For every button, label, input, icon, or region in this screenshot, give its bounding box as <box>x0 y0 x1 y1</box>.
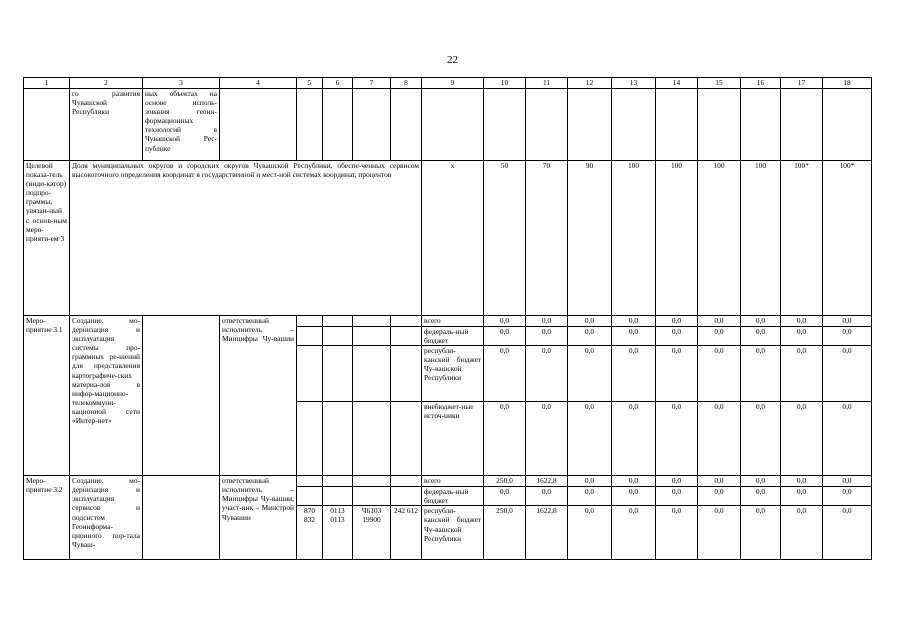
indicator-value: 100* <box>823 161 872 316</box>
funding-source: всего <box>422 476 484 487</box>
funding-value: 0,0 <box>698 487 741 506</box>
funding-value: 0,0 <box>484 402 526 476</box>
code-rz <box>323 476 353 487</box>
header-col-17: 17 <box>781 78 823 89</box>
funding-value: 0,0 <box>823 476 872 487</box>
header-col-15: 15 <box>698 78 741 89</box>
funding-value: 0,0 <box>741 346 781 402</box>
funding-value: 0,0 <box>656 487 698 506</box>
indicator-value: 100 <box>656 161 698 316</box>
header-col-16: 16 <box>741 78 781 89</box>
code-rz <box>323 402 353 476</box>
funding-value: 0,0 <box>612 487 656 506</box>
funding-source: республи-канский бюджет Чу-вашской Республики <box>422 506 484 560</box>
funding-value: 0,0 <box>698 506 741 560</box>
funding-source: федераль-ный бюджет <box>422 327 484 346</box>
funding-value: 0,0 <box>823 346 872 402</box>
code-grbs <box>297 327 323 346</box>
funding-value: 0,0 <box>656 476 698 487</box>
indicator-row <box>24 161 872 316</box>
funding-value: 1622,8 <box>526 506 568 560</box>
funding-value: 1622,8 <box>526 476 568 487</box>
code-vr <box>391 487 422 506</box>
funding-value: 0,0 <box>568 476 612 487</box>
funding-value: 0,0 <box>526 487 568 506</box>
funding-value: 250,0 <box>484 476 526 487</box>
header-col-3: 3 <box>143 78 220 89</box>
header-col-6: 6 <box>323 78 353 89</box>
header-col-13: 13 <box>612 78 656 89</box>
indicator-value: 100 <box>741 161 781 316</box>
measure-name: Создание, мо-дернизация и эксплуатация сервисов и подсистем Геоинформа-ционного пор-тала Чуваш- <box>70 476 143 560</box>
code-vr <box>391 316 422 327</box>
measure-label: Меро-приятие 3.2 <box>24 476 70 560</box>
funding-value: 0,0 <box>484 316 526 327</box>
measure-row <box>24 476 872 487</box>
funding-value: 0,0 <box>612 327 656 346</box>
funding-value: 0,0 <box>698 316 741 327</box>
header-col-18: 18 <box>823 78 872 89</box>
funding-value: 0,0 <box>741 506 781 560</box>
code-vr <box>391 476 422 487</box>
code-csr <box>353 327 391 346</box>
funding-value: 0,0 <box>823 402 872 476</box>
funding-value: 0,0 <box>741 487 781 506</box>
indicator-value: 50 <box>484 161 526 316</box>
code-grbs: 870 832 <box>297 506 323 560</box>
funding-value: 0,0 <box>656 346 698 402</box>
funding-value: 0,0 <box>781 316 823 327</box>
code-rz: 0113 0113 <box>323 506 353 560</box>
funding-value: 0,0 <box>823 327 872 346</box>
measure-label: Меро-приятие 3.1 <box>24 316 70 476</box>
code-csr: Ч6103 19900 <box>353 506 391 560</box>
code-vr: 242 612 <box>391 506 422 560</box>
indicator-value: 90 <box>568 161 612 316</box>
funding-source: республи-канский бюджет Чу-вашской Республики <box>422 346 484 402</box>
header-col-2: 2 <box>70 78 143 89</box>
measure-executor: ответственный исполнитель – Минцифры Чу-вашии, участ-ник – Минстрой Чувашии <box>220 476 297 560</box>
funding-value: 0,0 <box>823 487 872 506</box>
measure-row <box>24 316 872 327</box>
header-col-11: 11 <box>526 78 568 89</box>
funding-value: 0,0 <box>698 402 741 476</box>
indicator-value: 70 <box>526 161 568 316</box>
indicator-value: 100 <box>612 161 656 316</box>
funding-value: 0,0 <box>823 316 872 327</box>
code-rz <box>323 316 353 327</box>
code-csr <box>353 346 391 402</box>
code-csr <box>353 476 391 487</box>
funding-value: 0,0 <box>568 506 612 560</box>
code-rz <box>323 327 353 346</box>
funding-value: 0,0 <box>568 402 612 476</box>
funding-value: 0,0 <box>568 346 612 402</box>
funding-source: федераль-ный бюджет <box>422 487 484 506</box>
header-col-14: 14 <box>656 78 698 89</box>
funding-value: 0,0 <box>568 487 612 506</box>
header-col-9: 9 <box>422 78 484 89</box>
funding-source: внебюджет-ные источ-ники <box>422 402 484 476</box>
header-col-5: 5 <box>297 78 323 89</box>
measure-col3 <box>143 476 220 560</box>
code-grbs <box>297 402 323 476</box>
funding-value: 0,0 <box>612 476 656 487</box>
funding-value: 0,0 <box>656 327 698 346</box>
funding-value: 0,0 <box>656 402 698 476</box>
funding-value: 0,0 <box>781 327 823 346</box>
measure-col3 <box>143 316 220 476</box>
funding-value: 0,0 <box>484 487 526 506</box>
funding-value: 0,0 <box>741 476 781 487</box>
indicator-value: 100 <box>698 161 741 316</box>
funding-value: 0,0 <box>484 327 526 346</box>
funding-value: 0,0 <box>698 476 741 487</box>
funding-value: 0,0 <box>698 346 741 402</box>
code-rz <box>323 346 353 402</box>
header-col-7: 7 <box>353 78 391 89</box>
funding-value: 0,0 <box>526 346 568 402</box>
header-col-10: 10 <box>484 78 526 89</box>
measure-name: Создание, мо-дернизация и эксплуатация системы про-граммных ре-шений для представления картографиче-ских материа-лов в инфор-мационно-телекоммуни-кационной сети «Интер-нет» <box>70 316 143 476</box>
indicator-value: 100* <box>781 161 823 316</box>
funding-source: всего <box>422 316 484 327</box>
measure-executor: ответственный исполнитель – Минцифры Чу-вашии <box>220 316 297 476</box>
table-body <box>24 78 872 560</box>
code-csr <box>353 316 391 327</box>
code-csr <box>353 487 391 506</box>
continuation-col3: ных объектах на основе исполь-зования геоин-формационных технологий в Чувашской Рес-публике <box>143 89 220 161</box>
code-vr <box>391 346 422 402</box>
funding-value: 0,0 <box>612 316 656 327</box>
funding-value: 0,0 <box>656 316 698 327</box>
funding-value: 0,0 <box>612 506 656 560</box>
header-col-8: 8 <box>391 78 422 89</box>
funding-value: 0,0 <box>781 346 823 402</box>
header-row <box>24 78 872 89</box>
code-rz <box>323 487 353 506</box>
page-number: 22 <box>447 54 458 66</box>
funding-value: 0,0 <box>741 402 781 476</box>
indicator-text: Доля муниципальных округов и городских округов Чувашской Республики, обеспе-ченных сервисом высокоточного определения координат в государственной и мест-ной системах координат, процентов <box>70 161 422 316</box>
code-csr <box>353 402 391 476</box>
funding-value: 0,0 <box>656 506 698 560</box>
continuation-col2: го развития Чувашской Республики <box>70 89 143 161</box>
funding-value: 0,0 <box>781 506 823 560</box>
funding-value: 0,0 <box>698 327 741 346</box>
funding-value: 0,0 <box>568 327 612 346</box>
code-grbs <box>297 346 323 402</box>
header-col-1: 1 <box>24 78 70 89</box>
code-grbs <box>297 487 323 506</box>
funding-value: 0,0 <box>741 327 781 346</box>
code-vr <box>391 327 422 346</box>
code-vr <box>391 402 422 476</box>
funding-value: 0,0 <box>781 487 823 506</box>
funding-value: 0,0 <box>526 402 568 476</box>
header-col-12: 12 <box>568 78 612 89</box>
funding-value: 0,0 <box>568 316 612 327</box>
funding-value: 0,0 <box>781 402 823 476</box>
indicator-label: Целевой показа-тель (инди-катор) подпро-граммы, увязан-ный с основ-ным меро-прияти-ем 3 <box>24 161 70 316</box>
code-grbs <box>297 316 323 327</box>
funding-value: 0,0 <box>781 476 823 487</box>
funding-value: 0,0 <box>526 327 568 346</box>
funding-value: 0,0 <box>823 506 872 560</box>
header-col-4: 4 <box>220 78 297 89</box>
funding-value: 0,0 <box>526 316 568 327</box>
funding-value: 0,0 <box>741 316 781 327</box>
funding-value: 250,0 <box>484 506 526 560</box>
funding-value: 0,0 <box>484 346 526 402</box>
continuation-row <box>24 89 872 161</box>
funding-value: 0,0 <box>612 346 656 402</box>
code-grbs <box>297 476 323 487</box>
funding-value: 0,0 <box>612 402 656 476</box>
indicator-unit: х <box>422 161 484 316</box>
program-table <box>23 77 872 560</box>
